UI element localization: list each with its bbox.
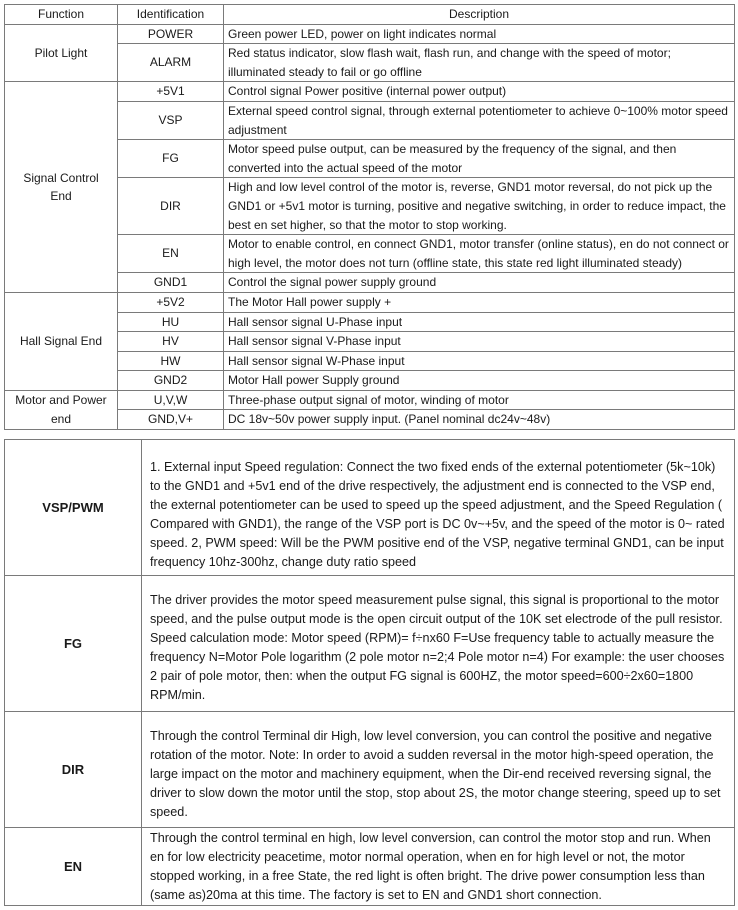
group-pilot-light: Pilot Light	[5, 24, 118, 82]
signal-name-cell: DIR	[5, 712, 142, 828]
identification-cell: GND2	[118, 371, 224, 391]
description-cell: Motor speed pulse output, can be measured by the frequency of the signal, and then converted into the actual speed of the motor	[224, 140, 735, 178]
signal-name-cell: VSP/PWM	[5, 440, 142, 576]
group-signal-control: Signal Control End	[5, 82, 118, 293]
description-cell: Three-phase output signal of motor, winding of motor	[224, 390, 735, 410]
identification-cell: DIR	[118, 178, 224, 235]
description-cell: Motor to enable control, en connect GND1, motor transfer (online status), en do not connect or high level, the motor does not turn (offline state, this state red light illuminated steady)	[224, 235, 735, 273]
identification-cell: GND,V+	[118, 410, 224, 430]
identification-cell: GND1	[118, 273, 224, 293]
function-table	[4, 4, 735, 430]
table-row	[5, 292, 735, 312]
header-row	[5, 5, 735, 25]
table-row	[5, 390, 735, 410]
description-cell: DC 18v~50v power supply input. (Panel nominal dc24v~48v)	[224, 410, 735, 430]
header-function: Function	[5, 5, 118, 25]
identification-cell: HV	[118, 332, 224, 352]
table-row	[5, 440, 735, 576]
signal-description-cell: The driver provides the motor speed measurement pulse signal, this signal is proportional to the motor speed, and the pulse output mode is the open circuit output of the 10K set electrode of the pull resistor. Speed calculation mode: Motor speed (RPM)= f÷nx60 F=Use frequency table to actually measure the frequency N=Motor Pole logarithm (2 pole motor n=2;4 Pole motor n=4) For example: the user chooses 2 pair of pole motor, then: when the output FG signal is 600HZ, the motor speed=600÷2x60=1800 RPM/min.	[142, 576, 735, 712]
identification-cell: HU	[118, 312, 224, 332]
identification-cell: +5V1	[118, 82, 224, 102]
description-cell: The Motor Hall power supply +	[224, 292, 735, 312]
identification-cell: VSP	[118, 101, 224, 139]
table-row	[5, 828, 735, 906]
description-cell: Control signal Power positive (internal power output)	[224, 82, 735, 102]
description-cell: Motor Hall power Supply ground	[224, 371, 735, 391]
identification-cell: EN	[118, 235, 224, 273]
identification-cell: HW	[118, 351, 224, 371]
signal-description-cell: 1. External input Speed regulation: Connect the two fixed ends of the external potentiometer (5k~10k) to the GND1 and +5v1 end of the drive respectively, the adjustment end is connected to the VSP end, the external potentiometer can be used to speed up the speed adjustment, and the Speed Regulation ( Compared with GND1), the range of the VSP port is DC 0v~+5v, and the speed of the motor is 0~ rated speed. 2, PWM speed: Will be the PWM positive end of the VSP, negative terminal GND1, can be input frequency 10hz-300hz, change duty ratio speed	[142, 440, 735, 576]
description-cell: Control the signal power supply ground	[224, 273, 735, 293]
identification-cell: +5V2	[118, 292, 224, 312]
table-row	[5, 24, 735, 44]
signal-name-cell: FG	[5, 576, 142, 712]
signal-name-cell: EN	[5, 828, 142, 906]
description-cell: External speed control signal, through external potentiometer to achieve 0~100% motor speed adjustment	[224, 101, 735, 139]
table-row	[5, 576, 735, 712]
description-cell: Hall sensor signal W-Phase input	[224, 351, 735, 371]
header-description: Description	[224, 5, 735, 25]
signal-description-cell: Through the control Terminal dir High, low level conversion, you can control the positive and negative rotation of the motor. Note: In order to avoid a sudden reversal in the motor high-speed operation, the large impact on the motor and machinery equipment, when the Dir-end received reversing signal, the driver to slow down the motor until the stop, stop about 2S, the motor change steering, speed up to set speed.	[142, 712, 735, 828]
group-motor-power: Motor and Power end	[5, 390, 118, 429]
identification-cell: POWER	[118, 24, 224, 44]
identification-cell: U,V,W	[118, 390, 224, 410]
identification-cell: FG	[118, 140, 224, 178]
identification-cell: ALARM	[118, 44, 224, 82]
header-identification: Identification	[118, 5, 224, 25]
signal-details-table	[4, 439, 735, 906]
group-hall-signal: Hall Signal End	[5, 292, 118, 390]
description-cell: Hall sensor signal U-Phase input	[224, 312, 735, 332]
signal-description-cell: Through the control terminal en high, low level conversion, can control the motor stop and run. When en for low electricity peacetime, motor normal operation, when en for high level or not, the motor stopped working, in a free State, the red light is often bright. The drive power consumption less than (same as)20ma at this time. The factory is set to EN and GND1 short connection.	[142, 828, 735, 906]
description-cell: High and low level control of the motor is, reverse, GND1 motor reversal, do not pick up the GND1 or +5v1 motor is turning, positive and negative switching, in order to reduce impact, the best en set higher, so that the motor to stop working.	[224, 178, 735, 235]
table-row	[5, 712, 735, 828]
description-cell: Green power LED, power on light indicates normal	[224, 24, 735, 44]
description-cell: Red status indicator, slow flash wait, flash run, and change with the speed of motor; illuminated steady to fail or go offline	[224, 44, 735, 82]
table-row	[5, 82, 735, 102]
description-cell: Hall sensor signal V-Phase input	[224, 332, 735, 352]
